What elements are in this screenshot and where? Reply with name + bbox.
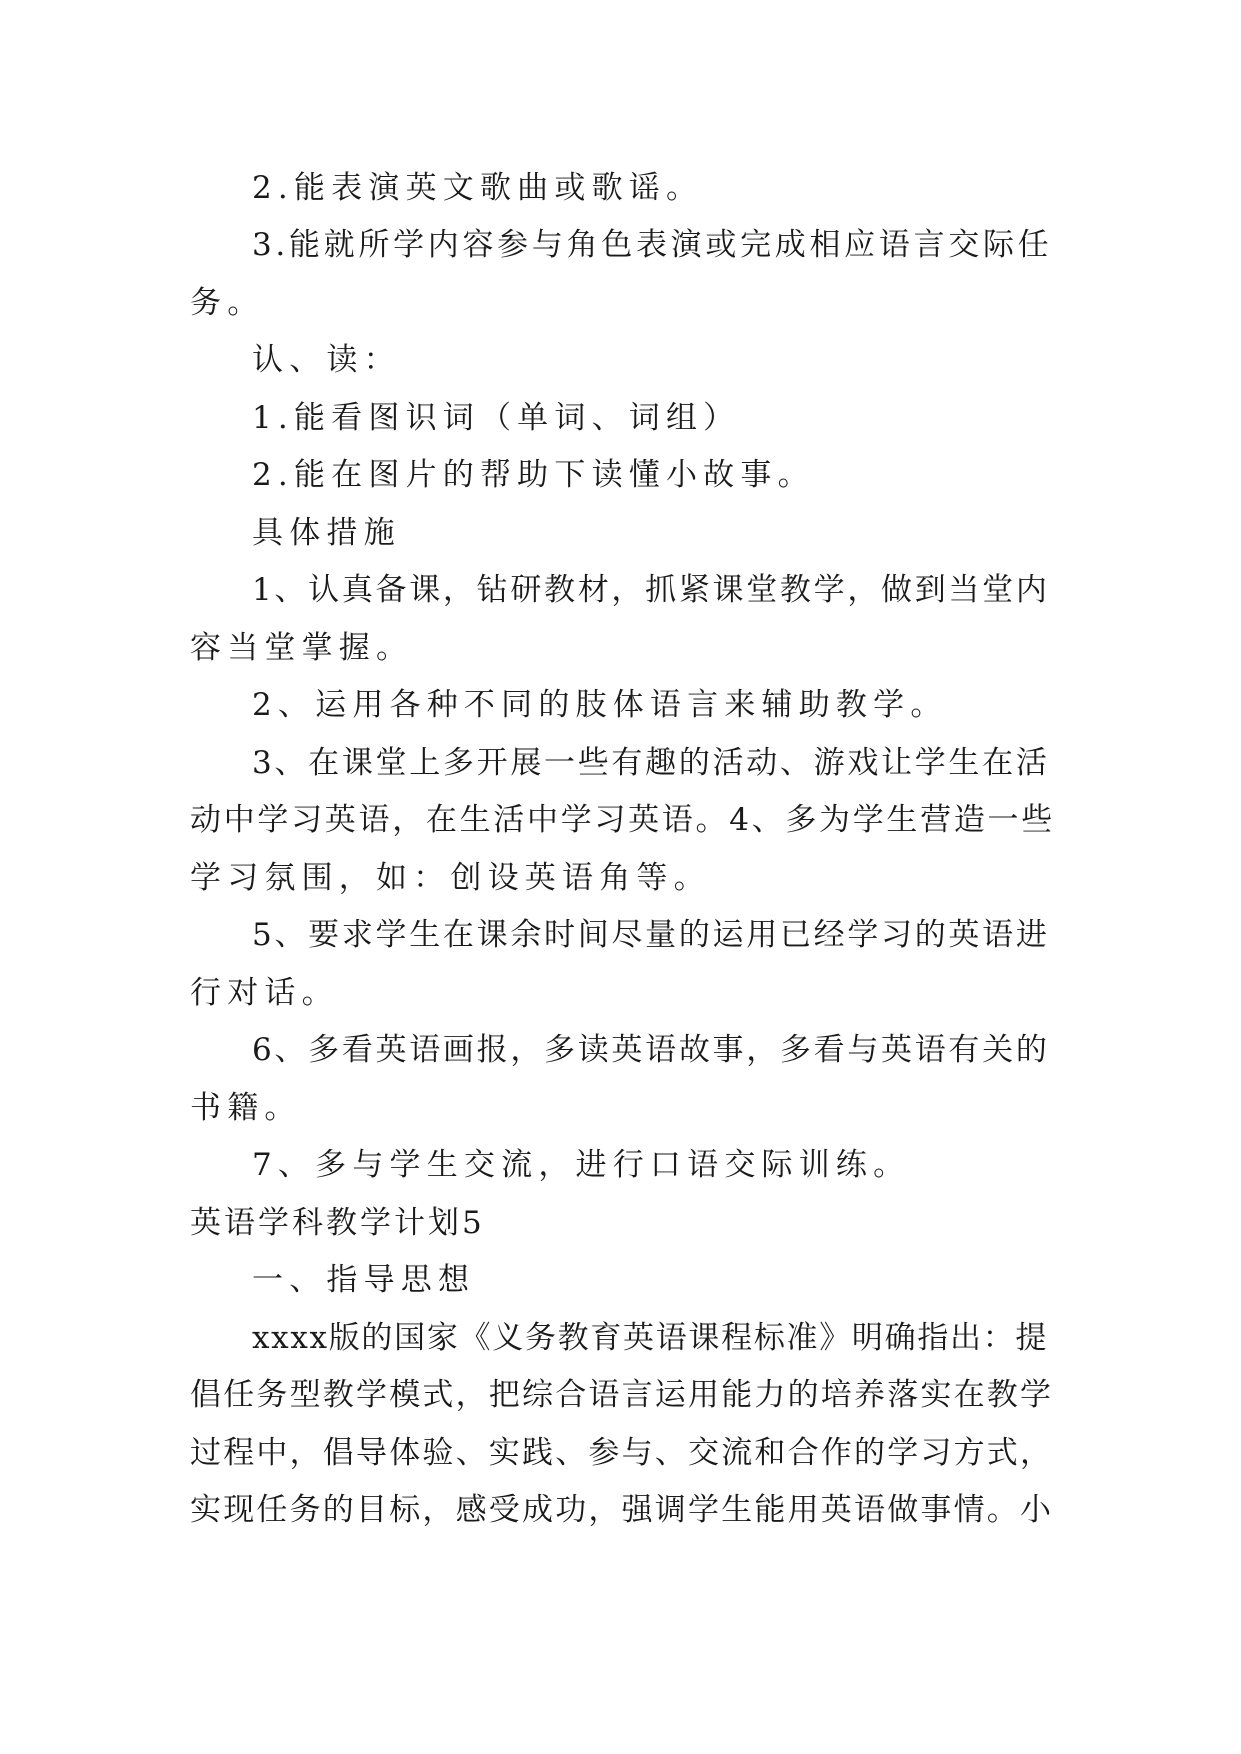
section-heading: 一、指导思想	[252, 1262, 476, 1298]
text-line: 5、要求学生在课余时间尽量的运用已经学习的英语进	[252, 917, 1050, 953]
text-line: 2.能表演英文歌曲或歌谣。	[252, 170, 704, 206]
text-line: 7、多与学生交流，进行口语交际训练。	[252, 1147, 911, 1183]
text-line: 过程中，倡导体验、实践、参与、交流和合作的学习方式，	[190, 1435, 1054, 1471]
text-line: 1、认真备课，钻研教材，抓紧课堂教学，做到当堂内	[252, 572, 1050, 608]
text-line: 学习氛围，如：创设英语角等。	[190, 860, 711, 896]
text-line: 动中学习英语，在生活中学习英语。4、多为学生营造一些	[190, 802, 1055, 838]
text-line: 容当堂掌握。	[190, 630, 414, 666]
text-line: 务。	[190, 285, 265, 321]
section-heading: 具体措施	[252, 515, 401, 551]
text-line: 2、运用各种不同的肢体语言来辅助教学。	[252, 687, 948, 723]
text-line: 行对话。	[190, 975, 339, 1011]
text-line: 倡任务型教学模式，把综合语言运用能力的培养落实在教学	[190, 1377, 1054, 1413]
document-title: 英语学科教学计划5	[190, 1205, 485, 1241]
text-line: 3、在课堂上多开展一些有趣的活动、游戏让学生在活	[252, 745, 1050, 781]
text-line: xxxx版的国家《义务教育英语课程标准》明确指出：提	[252, 1320, 1049, 1356]
text-line: 书籍。	[190, 1090, 302, 1126]
text-line: 实现任务的目标，感受成功，强调学生能用英语做事情。小	[190, 1492, 1054, 1528]
text-line: 认、读：	[252, 342, 401, 378]
text-line: 1.能看图识词（单词、词组）	[252, 400, 741, 436]
text-line: 2.能在图片的帮助下读懂小故事。	[252, 457, 815, 493]
text-line: 3.能就所学内容参与角色表演或完成相应语言交际任	[252, 227, 1053, 263]
text-line: 6、多看英语画报，多读英语故事，多看与英语有关的	[252, 1032, 1050, 1068]
